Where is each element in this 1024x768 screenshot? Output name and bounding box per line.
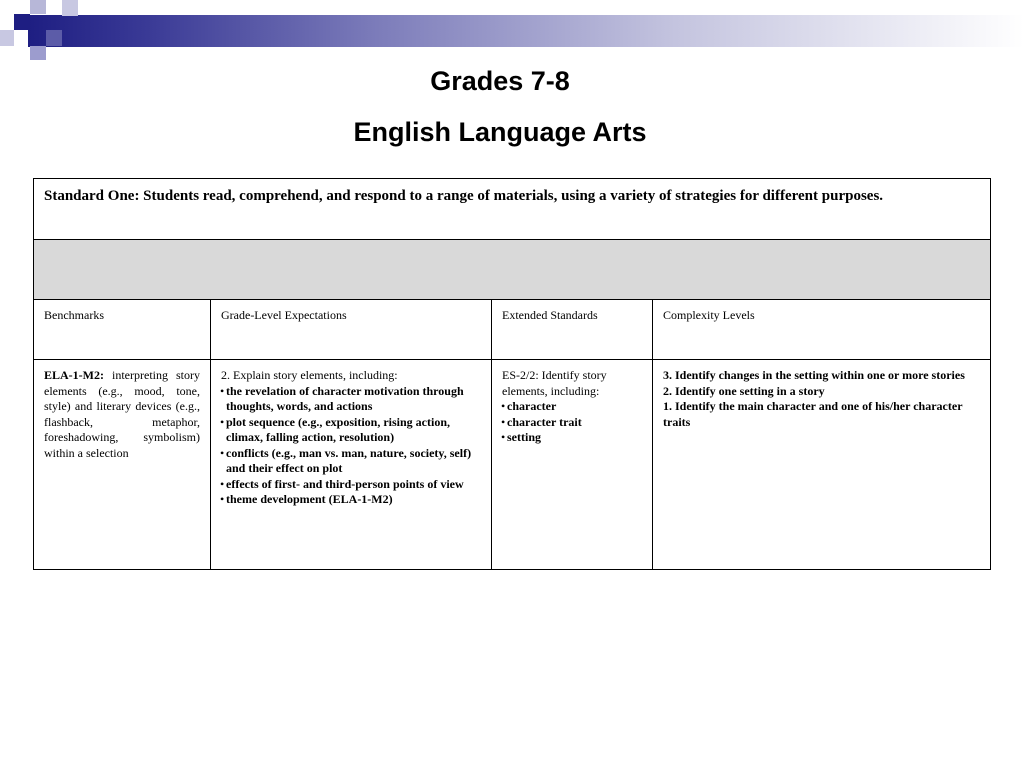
list-item: • plot sequence (e.g., exposition, rising action, climax, falling action, resolution) [221,415,481,446]
complexity-level-1: 1. Identify the main character and one of his/her character traits [663,399,963,429]
table-row [34,360,990,569]
complexity-level-2: 2. Identify one setting in a story [663,383,825,398]
benchmark-cell [34,360,211,569]
benchmark-text: interpreting story elements (e.g., mood, tone, style) and literary devices (e.g., flashback, metaphor, foreshadowing, symbolism) within a selection [44,368,200,460]
extended-standards-cell [492,360,653,569]
gle-cell [211,360,492,569]
standard-statement: Standard One: Students read, comprehend, and respond to a range of materials, using a variety of strategies for different purposes. [34,179,990,240]
subject-title: English Language Arts [353,117,647,147]
list-item: • the revelation of character motivation through thoughts, words, and actions [221,384,481,415]
decorative-banner [0,0,1024,64]
list-item: • conflicts (e.g., man vs. man, nature, society, self) and their effect on plot [221,446,481,477]
list-item: • character [502,399,642,415]
grade-title: Grades 7-8 [430,66,570,96]
list-item: • effects of first- and third-person points of view [221,477,481,493]
dark-square [14,14,30,30]
header-complexity-levels: Complexity Levels [663,308,755,322]
complexity-level-3: 3. Identify changes in the setting within one or more stories [663,368,965,382]
gle-intro: 2. Explain story elements, including: [221,368,398,382]
list-item: • character trait [502,415,642,431]
standards-table [33,178,991,570]
extended-intro: ES-2/2: Identify story elements, including: [502,368,607,398]
table-header-row [34,300,990,360]
list-item: • setting [502,430,642,446]
light-square [0,30,14,46]
mid-square [46,30,62,46]
shaded-row [34,240,990,300]
light-square [30,46,46,60]
header-grade-level-expectations: Grade-Level Expectations [211,300,492,359]
gradient-bar [28,15,1024,47]
complexity-cell [653,360,990,569]
light-square [62,0,78,16]
light-square [30,0,46,14]
gle-list [221,384,481,508]
header-benchmarks: Benchmarks [34,300,211,359]
header-extended-standards: Extended Standards [492,300,653,359]
list-item: • theme development (ELA-1-M2) [221,492,481,508]
benchmark-code: ELA-1-M2: [44,368,104,382]
extended-list [502,399,642,446]
